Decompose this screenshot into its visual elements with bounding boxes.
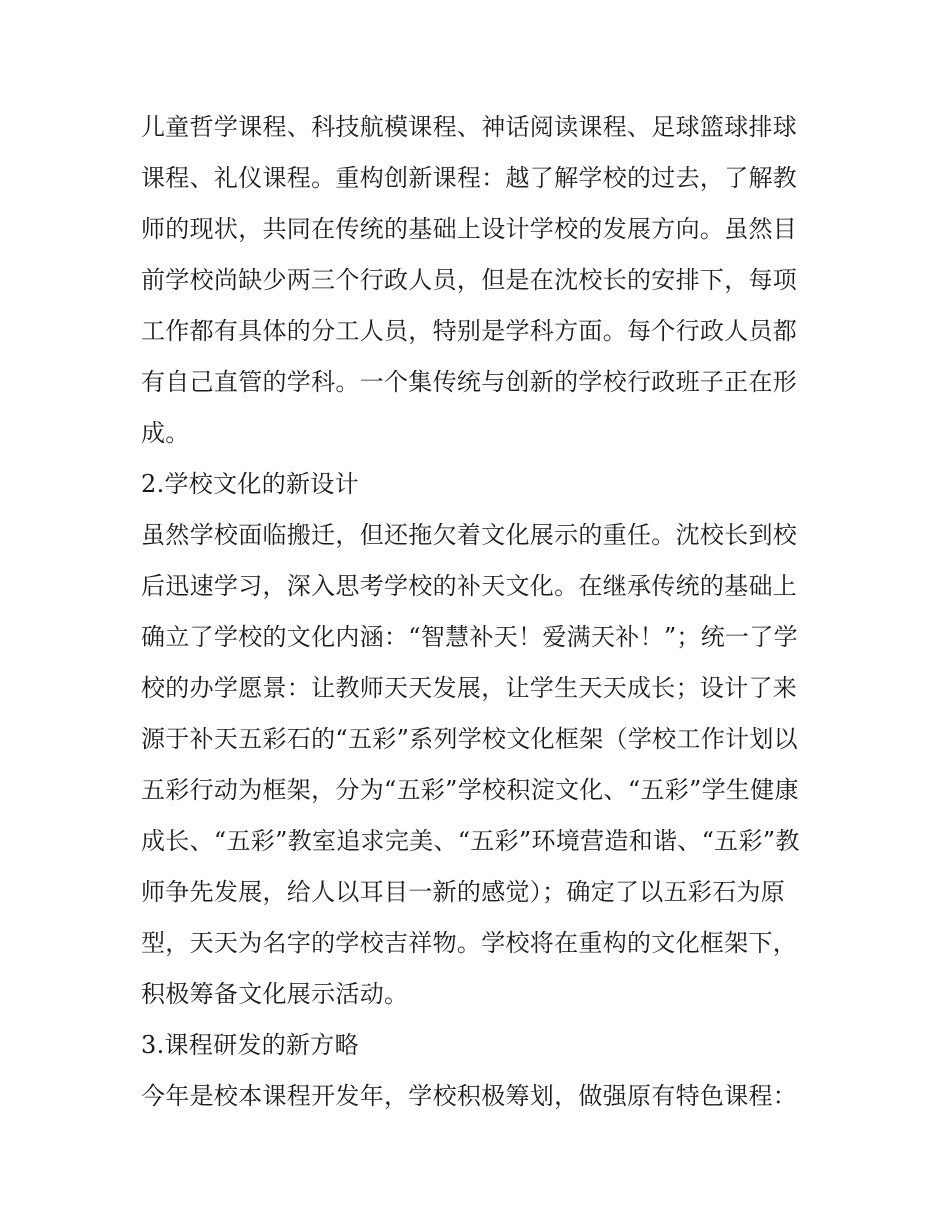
text-line: 虽然学校面临搬迁，但还拖欠着文化展示的重任。沈校长到校 — [141, 521, 798, 549]
text-line: 工作都有具体的分工人员，特别是学科方面。每个行政人员都 — [141, 317, 798, 345]
paragraph-culture — [141, 510, 813, 1020]
text-line: 型，天天为名字的学校吉祥物。学校将在重构的文化框架下， — [141, 929, 798, 957]
text-line: 成长、“五彩”教室追求完美、“五彩”环境营造和谐、“五彩”教 — [141, 827, 800, 855]
text-line: 前学校尚缺少两三个行政人员，但是在沈校长的安排下，每项 — [141, 266, 798, 294]
text-line: 源于补天五彩石的“五彩”系列学校文化框架（学校工作计划以 — [141, 725, 798, 753]
text-line: 确立了学校的文化内涵：“智慧补天！爱满天补！”；统一了学 — [141, 623, 798, 651]
text-line: 后迅速学习，深入思考学校的补天文化。在继承传统的基础上 — [141, 572, 798, 600]
text-line: 成。 — [141, 419, 190, 447]
text-line: 校的办学愿景：让教师天天发展，让学生天天成长；设计了来 — [141, 674, 798, 702]
paragraph-curriculum — [141, 1071, 813, 1122]
paragraph-courses — [141, 102, 813, 459]
section-heading-culture: 2.学校文化的新设计 — [141, 470, 359, 498]
text-line: 今年是校本课程开发年，学校积极筹划，做强原有特色课程： — [141, 1082, 798, 1110]
text-line: 有自己直管的学科。一个集传统与创新的学校行政班子正在形 — [141, 368, 798, 396]
section-heading-curriculum: 3.课程研发的新方略 — [141, 1031, 359, 1059]
text-line: 课程、礼仪课程。重构创新课程：越了解学校的过去，了解教 — [141, 164, 798, 192]
text-line: 积极筹备文化展示活动。 — [141, 980, 409, 1008]
text-line: 师争先发展，给人以耳目一新的感觉）；确定了以五彩石为原 — [141, 878, 786, 906]
document-body — [141, 102, 813, 1122]
text-line: 儿童哲学课程、科技航模课程、神话阅读课程、足球篮球排球 — [141, 113, 798, 141]
text-line: 五彩行动为框架，分为“五彩”学校积淀文化、“五彩”学生健康 — [141, 776, 799, 804]
text-line: 师的现状，共同在传统的基础上设计学校的发展方向。虽然目 — [141, 215, 798, 243]
